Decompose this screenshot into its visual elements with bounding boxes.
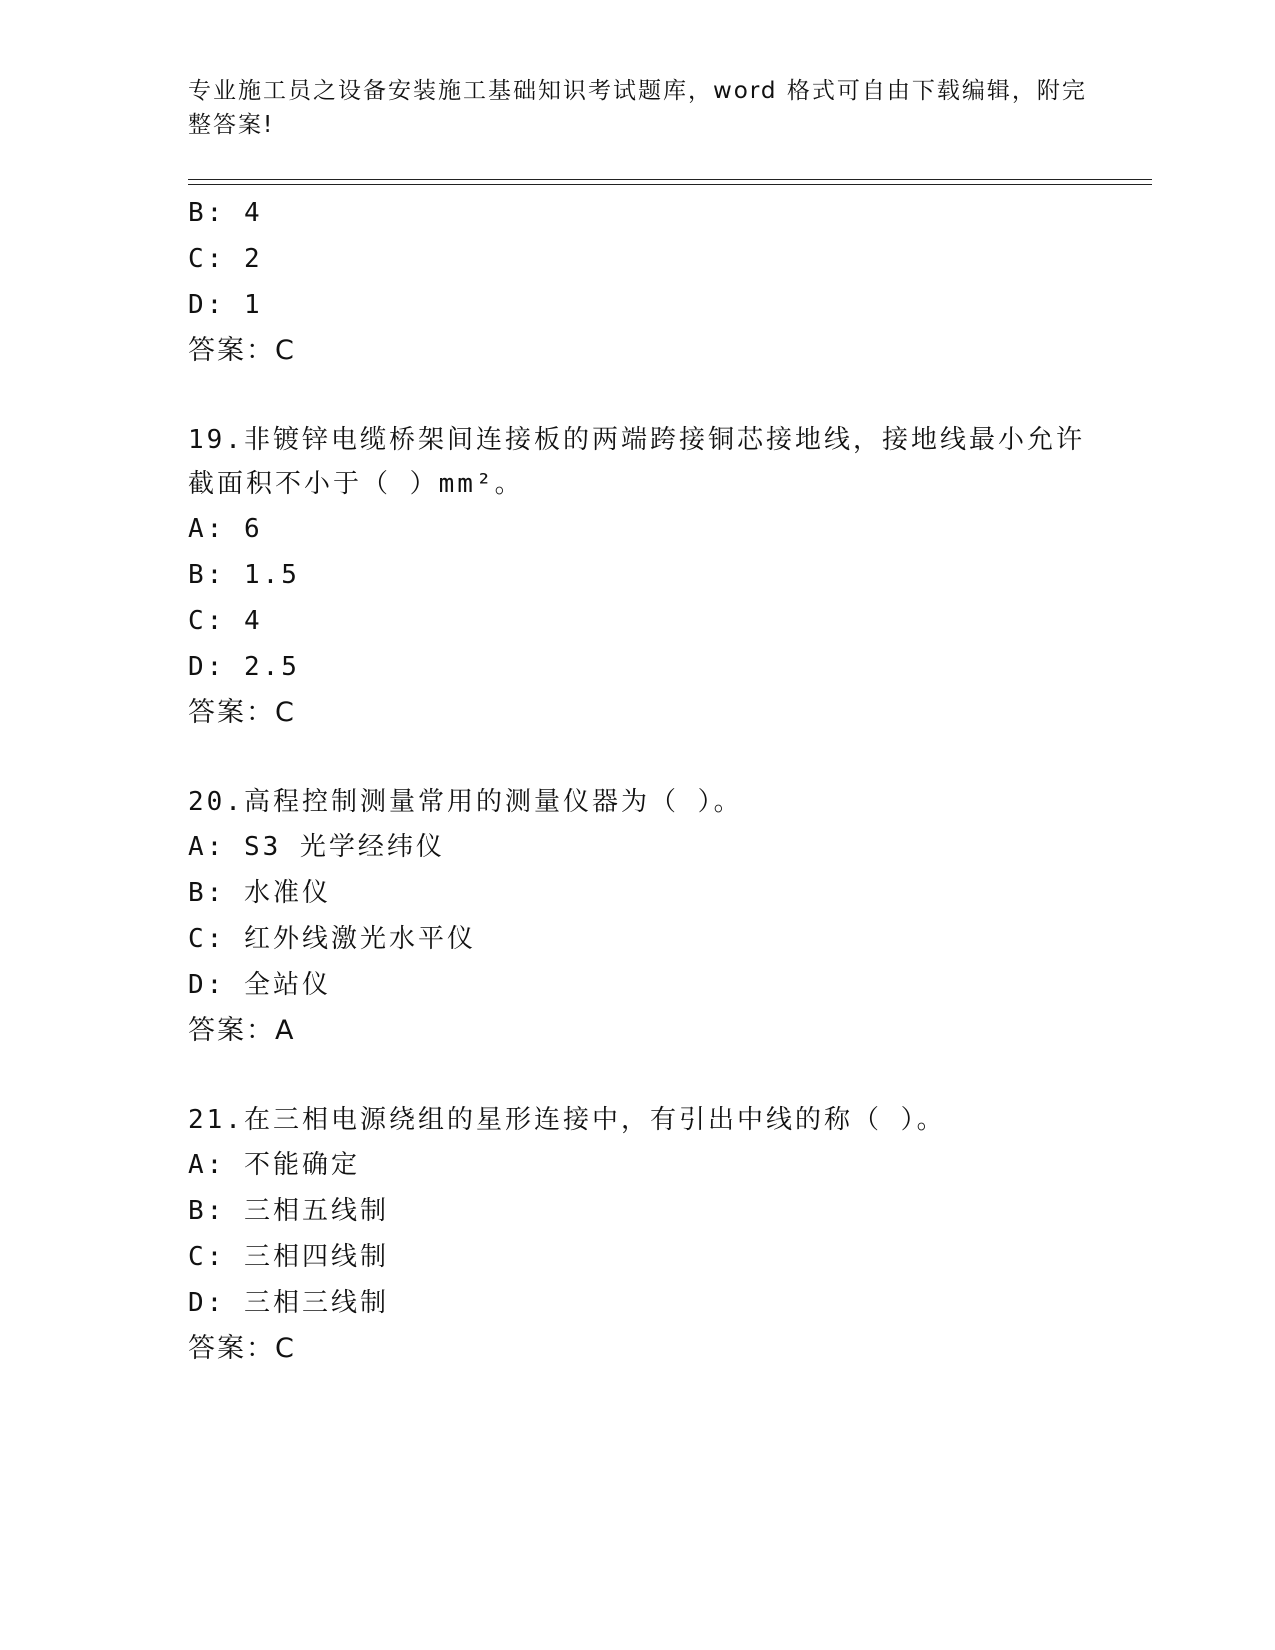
document-header: 专业施工员之设备安装施工基础知识考试题库，word 格式可自由下载编辑，附完整答案! [188, 78, 1087, 138]
previous-question-tail [188, 190, 1088, 374]
question-21 [188, 1098, 1088, 1372]
option-a: A: 不能确定 [188, 1150, 360, 1180]
header-rule-top [188, 179, 1152, 180]
option-b: B: 1.5 [188, 560, 300, 590]
option-c: C: 4 [188, 606, 263, 636]
question-20 [188, 780, 1088, 1054]
option-d: D: 全站仪 [188, 970, 331, 1000]
option-b: B: 水准仪 [188, 878, 331, 908]
option-a: A: 6 [188, 514, 263, 544]
option-c: C: 三相四线制 [188, 1242, 389, 1272]
answer-line: 答案：A [188, 1015, 296, 1046]
question-stem: 20.高程控制测量常用的测量仪器为（ ）。 [188, 787, 743, 817]
question-stem: 21.在三相电源绕组的星形连接中，有引出中线的称（ ）。 [188, 1105, 946, 1135]
answer-line: 答案：C [188, 697, 296, 728]
answer-line: 答案：C [188, 1333, 296, 1364]
option-b: B: 4 [188, 198, 263, 228]
question-19 [188, 418, 1088, 736]
option-d: D: 1 [188, 290, 263, 320]
question-stem: 19.非镀锌电缆桥架间连接板的两端跨接铜芯接地线，接地线最小允许截面积不小于（ ）mm²。 [188, 425, 1085, 499]
option-d: D: 2.5 [188, 652, 300, 682]
option-c: C: 2 [188, 244, 263, 274]
answer-line: 答案：C [188, 335, 296, 366]
option-c: C: 红外线激光水平仪 [188, 924, 476, 954]
option-d: D: 三相三线制 [188, 1288, 389, 1318]
header-rule-bottom [188, 184, 1152, 185]
option-b: B: 三相五线制 [188, 1196, 389, 1226]
question-list [188, 190, 1088, 1372]
option-a: A: S3 光学经纬仪 [188, 832, 445, 862]
